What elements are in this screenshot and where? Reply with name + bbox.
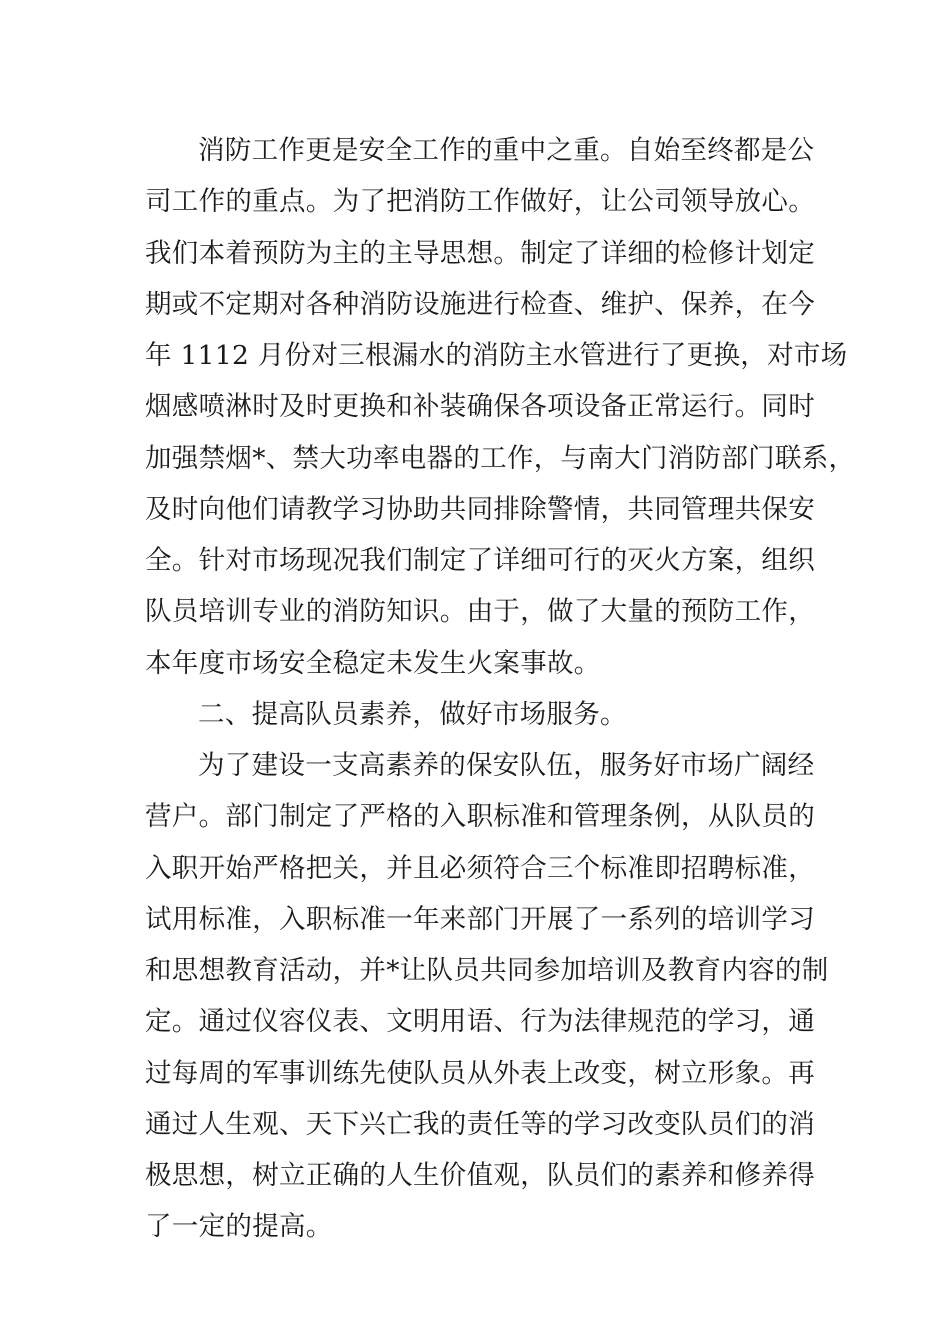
paragraph-1-line-1: 消防工作更是安全工作的重中之重。自始至终都是公 bbox=[198, 135, 815, 166]
paragraph-2-line-7: 过每周的军事训练先使队员从外表上改变，树立形象。再 bbox=[145, 1057, 815, 1089]
paragraph-1-line-11: 本年度市场安全稳定未发生火案事故。 bbox=[145, 647, 601, 679]
paragraph-1-line-10: 队员培训专业的消防知识。由于，做了大量的预防工作， bbox=[145, 596, 815, 628]
paragraph-2-line-6: 定。通过仪容仪表、文明用语、行为法律规范的学习，通 bbox=[145, 1006, 815, 1038]
paragraph-2-line-3: 入职开始严格把关，并且必须符合三个标准即招聘标准， bbox=[145, 852, 815, 884]
paragraph-1-line-2: 司工作的重点。为了把消防工作做好，让公司领导放心。 bbox=[145, 186, 815, 218]
paragraph-2-line-1: 为了建设一支高素养的保安队伍，服务好市场广阔经 bbox=[198, 750, 815, 781]
paragraph-2-line-2: 营户。部门制定了严格的入职标准和管理条例，从队员的 bbox=[145, 801, 815, 833]
paragraph-2-line-4: 试用标准，入职标准一年来部门开展了一系列的培训学习 bbox=[145, 903, 815, 935]
section-heading: 二、提高队员素养，做好市场服务。 bbox=[198, 698, 627, 730]
paragraph-2-line-5: 和思想教育活动，并*让队员共同参加培训及教育内容的制 bbox=[145, 955, 829, 986]
paragraph-1-line-4: 期或不定期对各种消防设施进行检查、维护、保养，在今 bbox=[145, 288, 815, 320]
paragraph-2-line-8: 通过人生观、天下兴亡我的责任等的学习改变队员们的消 bbox=[145, 1108, 815, 1140]
paragraph-2-line-9: 极思想，树立正确的人生价值观，队员们的素养和修养得 bbox=[145, 1160, 815, 1191]
paragraph-1-line-8: 及时向他们请教学习协助共同排除警情，共同管理共保安 bbox=[145, 493, 815, 525]
paragraph-1-line-7: 加强禁烟*、禁大功率电器的工作，与南大门消防部门联系， bbox=[145, 442, 856, 474]
paragraph-1-line-6: 烟感喷淋时及时更换和补装确保各项设备正常运行。同时 bbox=[145, 391, 815, 423]
paragraph-2-line-10: 了一定的提高。 bbox=[145, 1211, 333, 1243]
paragraph-1-line-9: 全。针对市场现况我们制定了详细可行的灭火方案，组织 bbox=[145, 545, 815, 576]
paragraph-1-line-3: 我们本着预防为主的主导思想。制定了详细的检修计划定 bbox=[145, 237, 815, 269]
paragraph-1-line-5: 年 1112 月份对三根漏水的消防主水管进行了更换，对市场 bbox=[145, 340, 848, 371]
document-body bbox=[145, 125, 856, 1253]
